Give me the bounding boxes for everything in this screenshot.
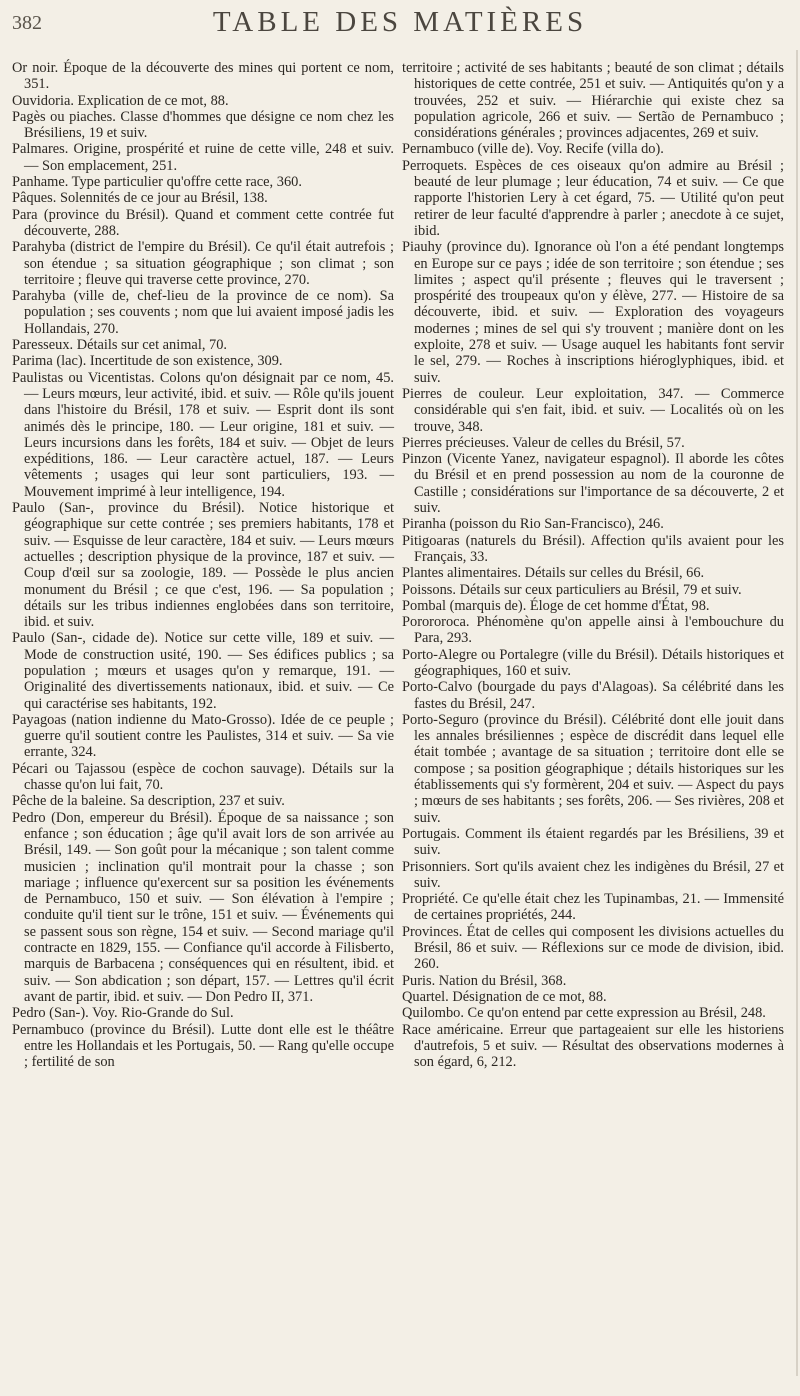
index-entry: Parima (lac). Incertitude de son existence, 309.	[12, 353, 283, 370]
index-entry: Plantes alimentaires. Détails sur celles du Brésil, 66.	[402, 565, 705, 582]
index-entry: Piranha (poisson du Rio San-Francisco), 246.	[402, 516, 664, 533]
index-entry: Portugais. Comment ils étaient regardés par les Brésiliens, 39 et suiv.	[402, 825, 784, 859]
index-column-right	[402, 60, 784, 1070]
index-entry: Parahyba (district de l'empire du Brésil). Ce qu'il était autrefois ; son étendue ; sa situation géographique ; son climat ; son territoire ; fleuve qui traverse cette province, 270.	[12, 239, 394, 288]
index-entry: Pedro (San-). Voy. Rio-Grande do Sul.	[12, 1005, 234, 1022]
index-entry: Pierres de couleur. Leur exploitation, 347. — Commerce considérable qui s'en fait, ibid. et suiv. — Localités où on les trouve, 348.	[402, 385, 784, 435]
index-entry: Pierres précieuses. Valeur de celles du Brésil, 57.	[402, 434, 685, 451]
index-entry: Piauhy (province du). Ignorance où l'on a été pendant longtemps en Europe sur ce pays ; idée de son territoire ; son étendue ; ses limites ; aspect qu'il présente ; fleuves qui le traversent ; prospérité des troupeaux qu'on y élève, 277. — Histoire de sa découverte, ibid. et suiv. — Exploration des voyageurs modernes ; mines de sel qui s'y trouvent ; manière dont on les exploite, 278 et suiv. — Usage auquel les habitants font servir le sel, 279. — Roches à inscriptions hiéroglyphiques, ibid. et suiv.	[402, 239, 784, 386]
index-entry: Porororoca. Phénomène qu'on appelle ainsi à l'embouchure du Para, 293.	[402, 614, 784, 647]
page-edge	[796, 50, 798, 1376]
index-entry: Pécari ou Tajassou (espèce de cochon sauvage). Détails sur la chasse qu'on lui fait, 70.	[12, 760, 394, 794]
index-entry: Perroquets. Espèces de ces oiseaux qu'on admire au Brésil ; beauté de leur plumage ; leur éducation, 74 et suiv. — Ce que rapporte l'historien Lery à cet égard, 75. — Utilité qu'on peut retirer de leur faculté d'apprendre à parler ; anecdote à ce sujet, ibid.	[402, 157, 784, 239]
index-entry: Poissons. Détails sur ceux particuliers au Brésil, 79 et suiv.	[402, 581, 742, 598]
index-entry: Paulo (San-, cidade de). Notice sur cette ville, 189 et suiv. — Mode de construction usité, 190. — Ses édifices publics ; sa population ; mœurs et usages qu'on y remarque, 191. — Originalité des divertissements nationaux, ibid. et suiv. — Ce qui caractérise ses habitants, 192.	[12, 630, 394, 712]
index-entry: Pagès ou piaches. Classe d'hommes que désigne ce nom chez les Brésiliens, 19 et suiv.	[12, 108, 394, 142]
index-entry: Pernambuco (province du Brésil). Lutte dont elle est le théâtre entre les Hollandais et les Portugais, 50. — Rang qu'elle occupe ; fertilité de son	[12, 1021, 394, 1071]
index-entry: Payagoas (nation indienne du Mato-Grosso). Idée de ce peuple ; guerre qu'il soutient contre les Paulistes, 314 et suiv. — Sa vie errante, 324.	[12, 711, 394, 761]
index-entry: Propriété. Ce qu'elle était chez les Tupinambas, 21. — Immensité de certaines propriétés, 244.	[402, 891, 784, 924]
index-entry: Pombal (marquis de). Éloge de cet homme d'État, 98.	[402, 597, 710, 614]
index-entry: Or noir. Époque de la découverte des mines qui portent ce nom, 351.	[12, 60, 394, 93]
index-entry: Paulistas ou Vicentistas. Colons qu'on désignait par ce nom, 45. — Leurs mœurs, leur activité, ibid. et suiv. — Rôle qu'ils jouent dans l'histoire du Brésil, 178 et suiv. — Esprit dont ils sont animés dès le principe, 180. — Leur origine, 181 et suiv. — Leurs incursions dans les forêts, 184 et suiv. — Objet de leurs expéditions, 186. — Leur caractère actuel, 187. — Leurs vêtements ; usages qui leur sont particuliers, 193. — Mouvement imprimé à leur intelligence, 194.	[12, 369, 394, 500]
index-entry: territoire ; activité de ses habitants ; beauté de son climat ; détails historiques de cette contrée, 251 et suiv. — Antiquités qu'on y a trouvées, 252 et suiv. — Hiérarchie qui existe chez sa population agricole, 266 et suiv. — Sertão de Pernambuco ; considérations générales ; provinces adjacentes, 269 et suiv.	[402, 60, 784, 142]
index-entry: Porto-Alegre ou Portalegre (ville du Brésil). Détails historiques et géographiques, 160 et suiv.	[402, 646, 784, 679]
index-entry: Pedro (Don, empereur du Brésil). Époque de sa naissance ; son enfance ; son éducation ; âge qu'il avait lors de son arrivée au Brésil, 149. — Son goût pour la mécanique ; son talent comme musicien ; inclination qu'il montrait pour la chasse ; son mariage ; influence qu'exercent sur sa position les événements de Pernambuco, 150 et suiv. — Son élévation à l'empire ; conduite qu'il tient sur le trône, 151 et suiv. — Événements qui se passent sous son règne, 154 et suiv. — Second mariage qu'il contracte en 1829, 155. — Confiance qu'il accorde à Filisberto, marquis de Barbacena ; conséquences qui en résultent, ibid. et suiv. — Son abdication ; son départ, 157. — Lettres qu'il écrit avant de partir, ibid. et suiv. — Don Pedro II, 371.	[12, 809, 394, 1005]
index-entry: Paulo (San-, province du Brésil). Notice historique et géographique sur cette contrée ; ses premiers habitants, 178 et suiv. — Esquisse de leur caractère, 184 et suiv. — Leurs mœurs actuelles ; description physique de la province, 187 et suiv. — Coup d'œil sur sa zoologie, 189. — Possède le plus ancien monument du Brésil ; ce que c'est, 196. — Sa population ; détails sur les tribus indiennes englobées dans son territoire, ibid. et suiv.	[12, 500, 394, 631]
index-entry: Prisonniers. Sort qu'ils avaient chez les indigènes du Brésil, 27 et suiv.	[402, 858, 784, 891]
index-entry: Race américaine. Erreur que partageaient sur elle les historiens d'autrefois, 5 et suiv. — Résultat des observations modernes à son égard, 6, 212.	[402, 1021, 784, 1071]
index-entry: Pitigoaras (naturels du Brésil). Affection qu'ils avaient pour les Français, 33.	[402, 532, 784, 565]
index-entry: Pinzon (Vicente Yanez, navigateur espagnol). Il aborde les côtes du Brésil et en prend possession au nom de la couronne de Castille ; considérations sur l'importance de sa découverte, 2 et suiv.	[402, 451, 784, 517]
index-entry: Pêche de la baleine. Sa description, 237 et suiv.	[12, 793, 285, 810]
index-entry: Pernambuco (ville de). Voy. Recife (villa do).	[402, 141, 664, 158]
index-entry: Paresseux. Détails sur cet animal, 70.	[12, 337, 228, 354]
index-entry: Provinces. État de celles qui composent les divisions actuelles du Brésil, 86 et suiv. — Réflexions sur ce mode de division, ibid. 260.	[402, 923, 784, 973]
index-entry: Quartel. Désignation de ce mot, 88.	[402, 988, 607, 1005]
index-entry: Quilombo. Ce qu'on entend par cette expression au Brésil, 248.	[402, 1005, 766, 1022]
index-entry: Ouvidoria. Explication de ce mot, 88.	[12, 92, 229, 109]
index-entry: Porto-Calvo (bourgade du pays d'Alagoas). Sa célébrité dans les fastes du Brésil, 247.	[402, 679, 784, 712]
index-entry: Para (province du Brésil). Quand et comment cette contrée fut découverte, 288.	[12, 206, 394, 239]
running-title: TABLE DES MATIÈRES	[212, 6, 588, 38]
index-entry: Panhame. Type particulier qu'offre cette race, 360.	[12, 174, 302, 191]
page-header	[0, 6, 800, 46]
page-number: 382	[12, 12, 42, 34]
index-column-left	[12, 60, 394, 1070]
index-entry: Parahyba (ville de, chef-lieu de la province de ce nom). Sa population ; ses couvents ; nom que lui avaient imposé jadis les Hollandais, 270.	[12, 288, 394, 337]
index-entry: Pâques. Solennités de ce jour au Brésil, 138.	[12, 190, 268, 207]
index-entry: Puris. Nation du Brésil, 368.	[402, 972, 567, 989]
index-entry: Porto-Seguro (province du Brésil). Célébrité dont elle jouit dans les annales brésiliennes ; espèce de discrédit dans lequel elle était tombée ; avantage de sa situation ; territoire dont elle se compose ; sa position géographique ; détails historiques sur les établissements qui s'y formèrent, 204 et suiv. — Aspect du pays ; mœurs de ses habitants ; ses forêts, 206. — Ses rivières, 208 et suiv.	[402, 711, 784, 826]
index-entry: Palmares. Origine, prospérité et ruine de cette ville, 248 et suiv. — Son emplacement, 251.	[12, 141, 394, 174]
